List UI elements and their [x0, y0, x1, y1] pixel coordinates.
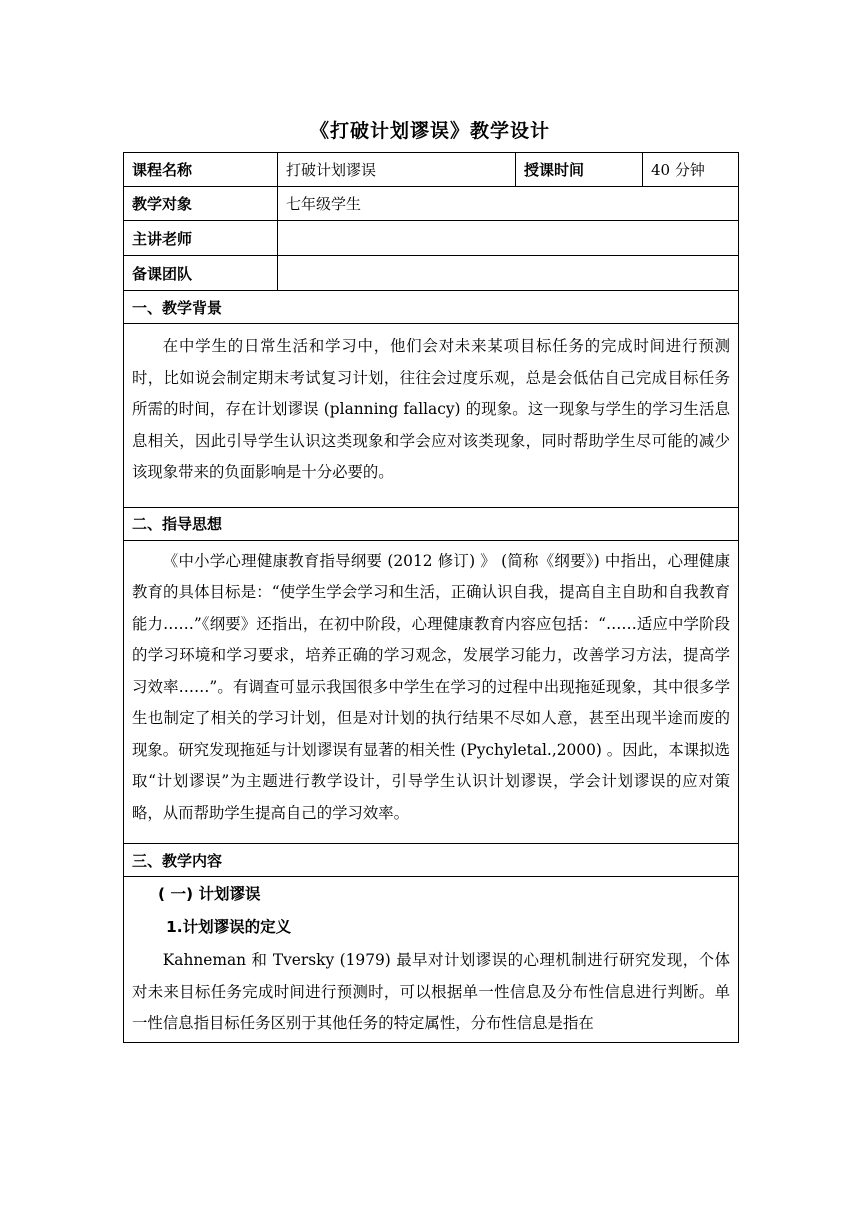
- section-background-heading: 一、教学背景: [124, 291, 738, 324]
- subsection-heading: ( 一) 计划谬误: [158, 885, 261, 903]
- section-background-body: 在中学生的日常生活和学习中，他们会对未来某项目标任务的完成时间进行预测时，比如说会制定期末考试复习计划，往往会过度乐观，总是会低估自己完成目标任务所需的时间，存在计划谬误 (planning fallacy) 的现象。这一现象与学生的学习生活息息相关，因此引导学生认识这类现象和学会应对该类现象，同时帮助学生尽可能的减少该现象带来的负面影响是十分必要的。: [132, 337, 730, 481]
- target-value: 七年级学生: [286, 195, 362, 213]
- target-row: [124, 187, 738, 221]
- section-guiding-heading: 二、指导思想: [124, 508, 738, 541]
- subsubsection-heading: 1.计划谬误的定义: [166, 918, 292, 936]
- class-time-value: 40 分钟: [651, 161, 705, 179]
- team-row: [124, 256, 738, 291]
- class-time-label: 授课时间: [516, 153, 643, 186]
- teacher-label: 主讲老师: [124, 221, 278, 255]
- course-name-value: 打破计划谬误: [278, 153, 516, 186]
- teacher-row: [124, 221, 738, 256]
- team-label: 备课团队: [124, 256, 278, 290]
- section-content-body: Kahneman 和 Tversky (1979) 最早对计划谬误的心理机制进行研究发现，个体对未来目标任务完成时间进行预测时，可以根据单一性信息及分布性信息进行判断。单一性信息指目标任务区别于其他任务的特定属性，分布性信息是指在: [132, 951, 730, 1032]
- course-row: [124, 153, 738, 187]
- section-content: [124, 844, 738, 1042]
- team-value: [278, 256, 738, 290]
- course-name-label: 课程名称: [124, 153, 278, 186]
- target-label: 教学对象: [124, 187, 278, 220]
- teacher-value: [278, 221, 738, 255]
- section-background: [124, 291, 738, 508]
- section-guiding: [124, 508, 738, 845]
- section-guiding-body: 《中小学心理健康教育指导纲要 (2012 修订) 》 (简称《纲要》) 中指出，心理健康教育的具体目标是：“使学生学会学习和生活，正确认识自我，提高自主自助和自我教育能力……”《纲要》还指出，在初中阶段，心理健康教育内容应包括：“……适应中学阶段的学习环境和学习要求，培养正确的学习观念，发展学习能力，改善学习方法，提高学习效率……”。有调查可显示我国很多中学生在学习的过程中出现拖延现象，其中很多学生也制定了相关的学习计划，但是对计划的执行结果不尽如人意，甚至出现半途而废的现象。研究发现拖延与计划谬误有显著的相关性 (Pychyletal.,2000) 。因此，本课拟选取“计划谬误”为主题进行教学设计，引导学生认识计划谬误，学会计划谬误的应对策略，从而帮助学生提高自己的学习效率。: [132, 551, 730, 822]
- lesson-plan-table: [123, 152, 739, 1043]
- section-content-heading: 三、教学内容: [124, 844, 738, 877]
- document-title: 《打破计划谬误》教学设计: [309, 120, 550, 142]
